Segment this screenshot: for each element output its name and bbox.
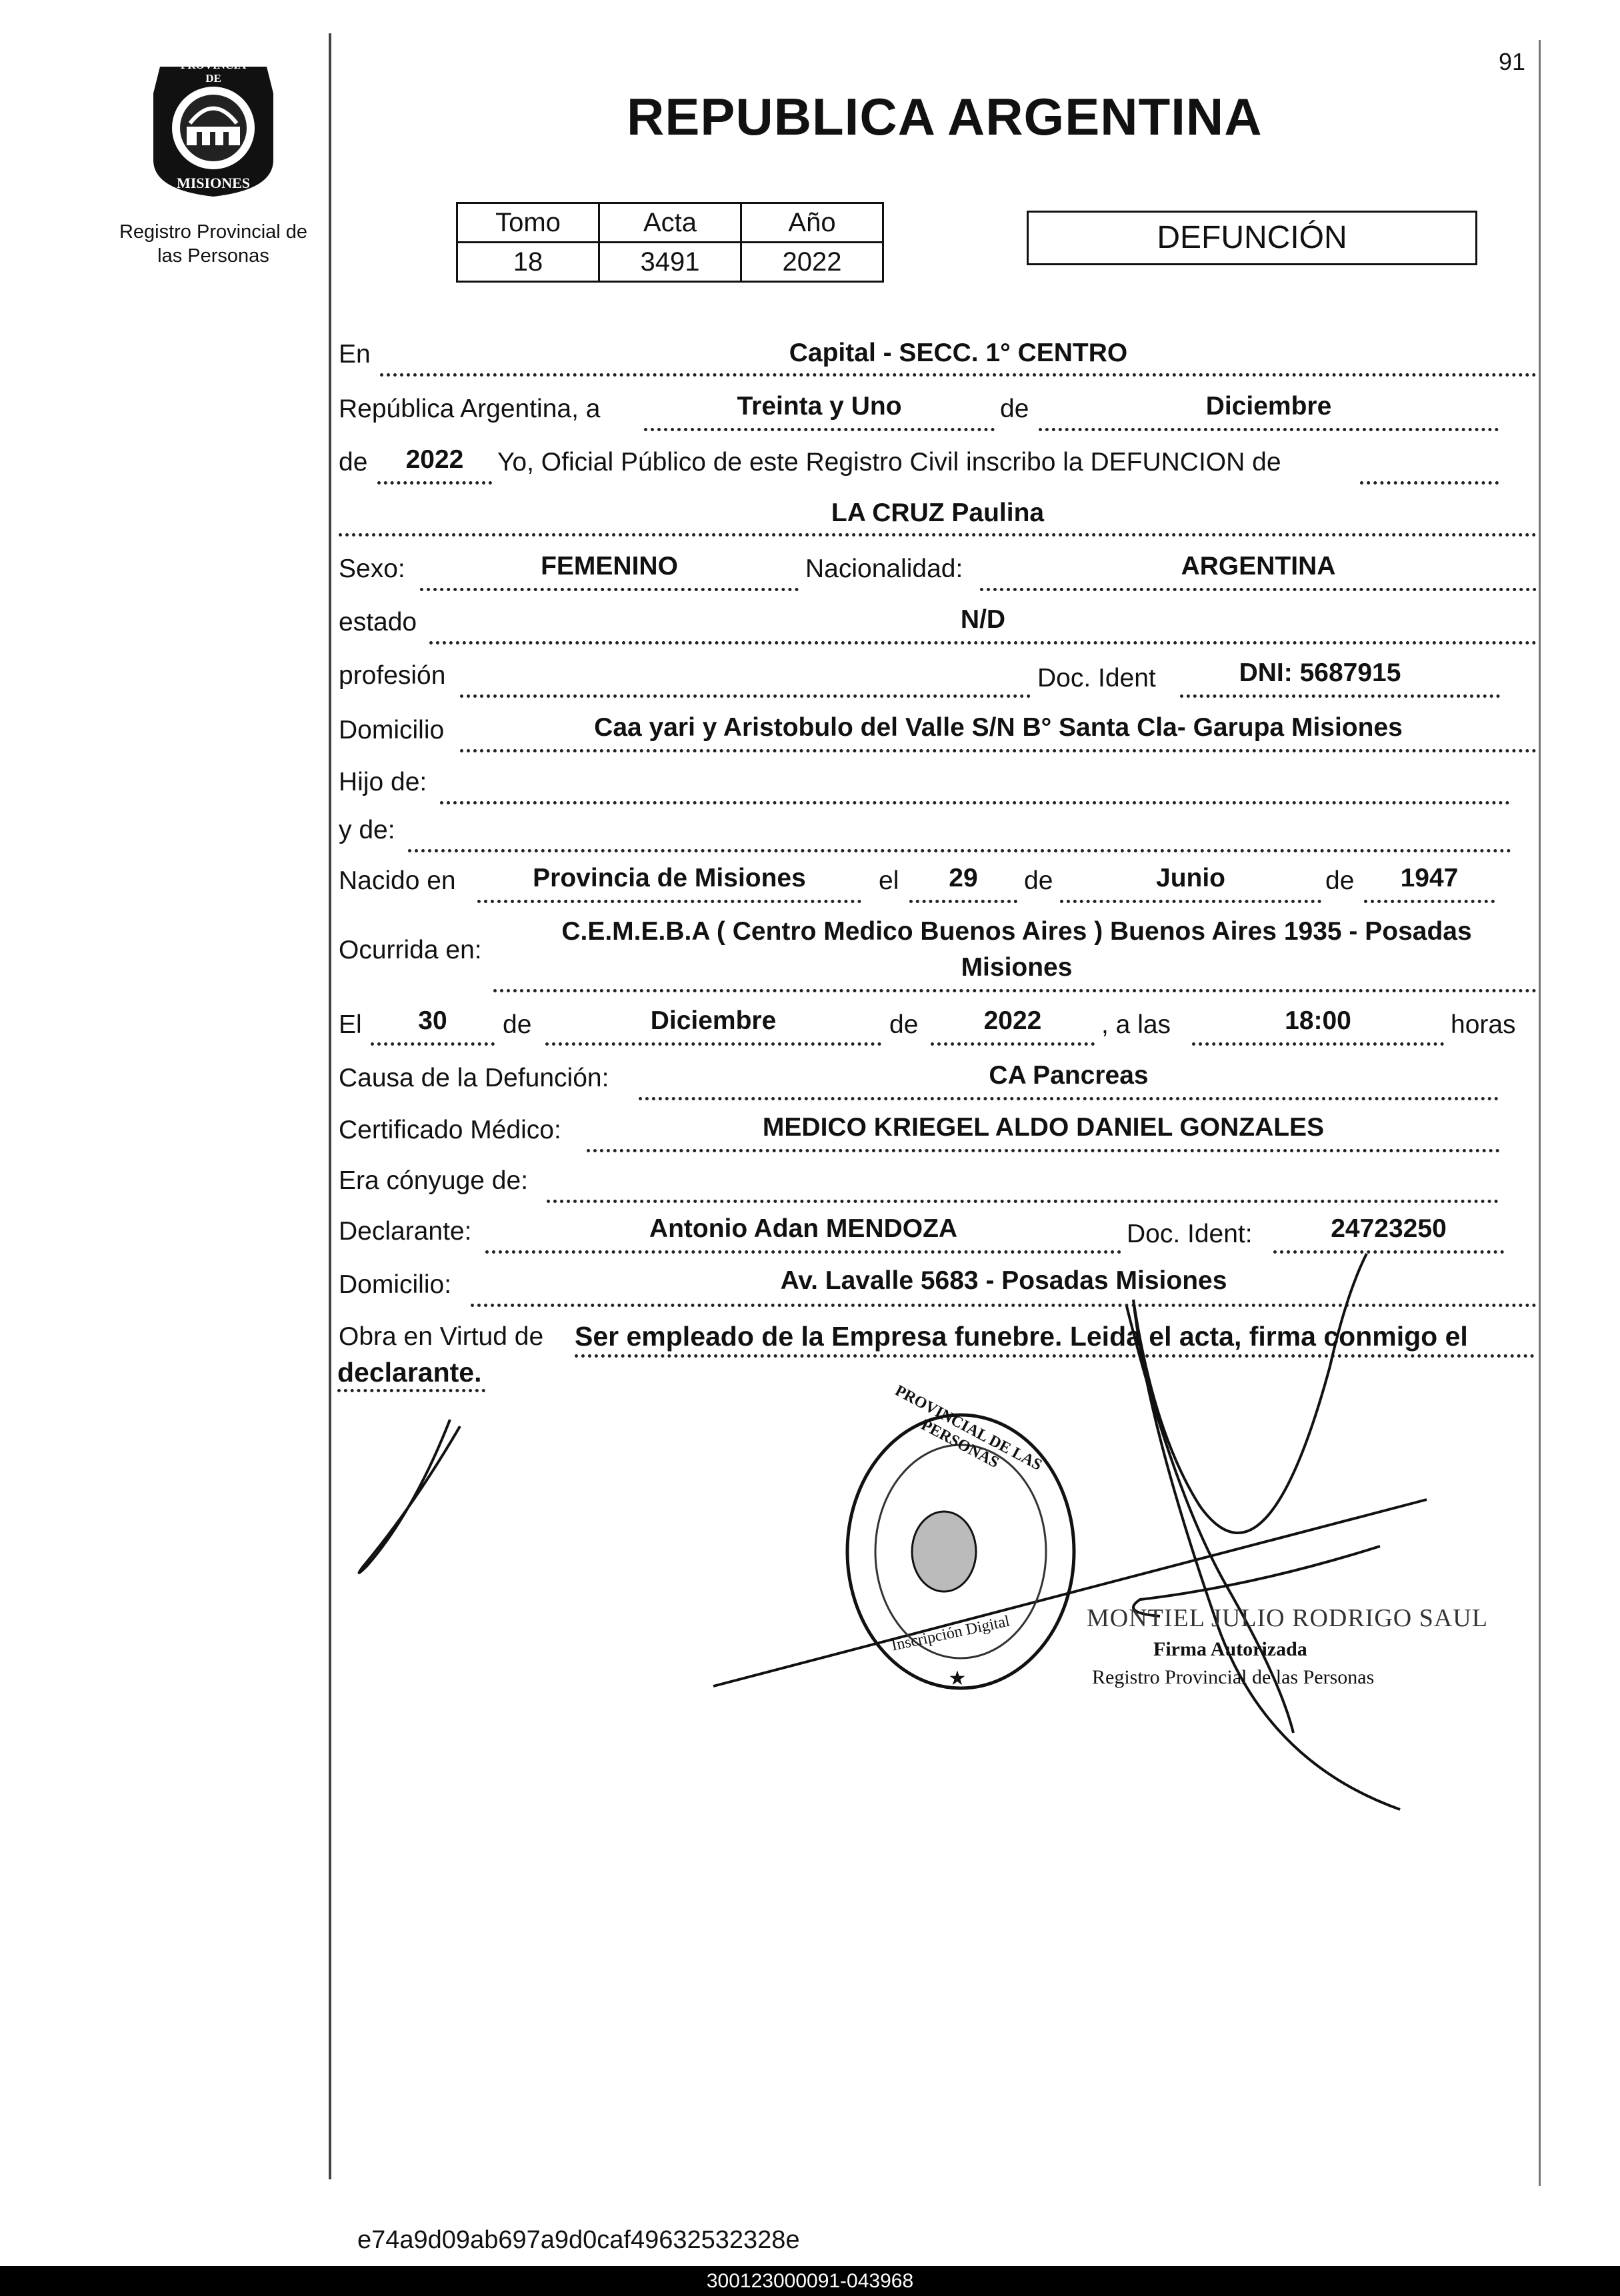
- value-dni: DNI: 5687915: [1239, 658, 1401, 687]
- dotted-line: [909, 900, 1017, 903]
- barcode-text: 300123000091-043968: [706, 2270, 914, 2292]
- value-nac-dia: 29: [949, 864, 978, 892]
- value-nac-anio: 1947: [1400, 864, 1459, 892]
- record-table-value-row: [457, 243, 883, 282]
- official-role: Firma Autorizada: [1153, 1638, 1307, 1660]
- value-def-anio: 2022: [983, 1006, 1042, 1035]
- label-doc-ident-declarante: Doc. Ident:: [1127, 1220, 1253, 1248]
- value-obra-line1: Ser empleado de la Empresa funebre. Leida el acta, firma conmigo el: [575, 1321, 1468, 1352]
- value-ocurrida-line2: Misiones: [961, 953, 1073, 982]
- registry-line-1: Registro Provincial de: [119, 221, 308, 243]
- seal-text-top: PROVINCIA DE: [180, 59, 247, 85]
- label-y-de: y de:: [339, 816, 395, 844]
- label-de: de: [1000, 395, 1029, 423]
- label-ocurrida-en: Ocurrida en:: [339, 936, 482, 964]
- value-declarante: Antonio Adan MENDOZA: [649, 1214, 958, 1243]
- barcode-bar: [0, 2266, 1620, 2296]
- value-causa: CA Pancreas: [989, 1061, 1149, 1090]
- label-domicilio-declarante: Domicilio:: [339, 1270, 452, 1299]
- value-nacido-en: Provincia de Misiones: [533, 864, 806, 892]
- label-hijo-de: Hijo de:: [339, 768, 427, 796]
- value-anio-inscripcion: 2022: [405, 445, 464, 474]
- dotted-line: [339, 533, 1537, 537]
- label-oficial: Yo, Oficial Público de este Registro Civil inscribo la DEFUNCION de: [497, 448, 1281, 477]
- svg-text:★: ★: [948, 1668, 967, 1690]
- dotted-line: [587, 1149, 1500, 1152]
- label-obra: Obra en Virtud de: [339, 1322, 544, 1351]
- record-table: [456, 202, 884, 283]
- label-en: En: [339, 340, 371, 369]
- value-lugar: Capital - SECC. 1° CENTRO: [789, 339, 1128, 367]
- dotted-line: [420, 588, 799, 591]
- label-declarante: Declarante:: [339, 1217, 472, 1246]
- dotted-line: [460, 694, 1031, 698]
- value-dia-inscripcion: Treinta y Uno: [737, 392, 902, 421]
- label-de-nac-mes: de: [1024, 866, 1053, 895]
- dotted-line: [639, 1097, 1499, 1100]
- seal-text-bottom: MISIONES: [176, 175, 251, 191]
- label-sexo: Sexo:: [339, 555, 405, 583]
- dotted-line: [1039, 428, 1499, 431]
- dotted-line: [408, 849, 1511, 852]
- value-sexo: FEMENINO: [541, 552, 678, 580]
- record-header-anio: Año: [741, 203, 883, 243]
- right-margin-rule: [1539, 40, 1541, 2186]
- stamp-inner-text: Inscripción Digital: [889, 1612, 1011, 1655]
- label-horas: horas: [1451, 1010, 1516, 1039]
- record-table-header-row: [457, 203, 883, 243]
- dotted-line: [440, 801, 1510, 804]
- value-obra-line2: declarante.: [337, 1357, 482, 1388]
- dotted-line: [1364, 900, 1495, 903]
- value-def-mes: Diciembre: [650, 1006, 777, 1035]
- registry-name: [100, 220, 327, 268]
- value-estado: N/D: [960, 605, 1006, 634]
- label-de-def-anio: de: [889, 1010, 919, 1039]
- document-hash: e74a9d09ab697a9d0caf49632532328e: [357, 2226, 800, 2254]
- label-doc-ident: Doc. Ident: [1037, 664, 1156, 692]
- record-type-box: [1027, 211, 1477, 265]
- dotted-line: [547, 1200, 1499, 1203]
- dotted-line: [380, 373, 1537, 377]
- value-mes-inscripcion: Diciembre: [1205, 392, 1332, 421]
- label-domicilio: Domicilio: [339, 716, 445, 744]
- record-value-acta: 3491: [599, 243, 741, 282]
- dotted-line: [545, 1042, 881, 1046]
- dotted-line: [1360, 481, 1499, 485]
- label-republica: República Argentina, a: [339, 395, 601, 423]
- dotted-line: [980, 588, 1537, 591]
- record-header-acta: Acta: [599, 203, 741, 243]
- page-number: 91: [1499, 48, 1526, 75]
- dotted-line: [931, 1042, 1095, 1046]
- label-estado: estado: [339, 608, 417, 636]
- record-header-tomo: Tomo: [457, 203, 599, 243]
- dotted-line: [429, 641, 1537, 644]
- value-nacionalidad: ARGENTINA: [1181, 552, 1336, 580]
- value-nac-mes: Junio: [1156, 864, 1225, 892]
- label-nacionalidad: Nacionalidad:: [805, 555, 963, 583]
- label-el: el: [879, 866, 899, 895]
- official-registry: Registro Provincial de las Personas: [1092, 1666, 1375, 1688]
- official-stamp: [837, 1382, 1084, 1698]
- dotted-line: [1180, 694, 1500, 698]
- label-causa: Causa de la Defunción:: [339, 1064, 609, 1092]
- page-title: REPUBLICA ARGENTINA: [627, 87, 1263, 146]
- value-nombre: LA CRUZ Paulina: [831, 499, 1045, 527]
- record-type: DEFUNCIÓN: [1157, 220, 1347, 255]
- official-name: MONTIEL JULIO RODRIGO SAUL: [1087, 1604, 1488, 1632]
- left-margin-rule: [329, 33, 331, 2179]
- label-de-nac-anio: de: [1325, 866, 1355, 895]
- label-profesion: profesión: [339, 661, 446, 690]
- registry-line-2: las Personas: [157, 245, 269, 267]
- label-el-def: El: [339, 1010, 362, 1039]
- value-def-hora: 18:00: [1285, 1006, 1351, 1035]
- label-a-las: , a las: [1101, 1010, 1171, 1039]
- dotted-line: [371, 1042, 495, 1046]
- dotted-line: [644, 428, 995, 431]
- label-conyuge: Era cónyuge de:: [339, 1166, 529, 1195]
- value-declarante-domicilio: Av. Lavalle 5683 - Posadas Misiones: [780, 1266, 1227, 1295]
- value-domicilio: Caa yari y Aristobulo del Valle S/N B° Santa Cla- Garupa Misiones: [594, 713, 1403, 742]
- value-ocurrida-line1: C.E.M.E.B.A ( Centro Medico Buenos Aires ) Buenos Aires 1935 - Posadas: [561, 917, 1472, 946]
- value-certificado: MEDICO KRIEGEL ALDO DANIEL GONZALES: [762, 1113, 1325, 1142]
- dotted-line: [460, 749, 1537, 752]
- label-nacido-en: Nacido en: [339, 866, 456, 895]
- stamp-ring-text: PROVINCIAL DE LAS PERSONAS: [892, 1382, 1045, 1474]
- label-certificado: Certificado Médico:: [339, 1116, 561, 1144]
- value-declarante-doc: 24723250: [1331, 1214, 1447, 1243]
- label-de-def-mes: de: [503, 1010, 532, 1039]
- record-value-tomo: 18: [457, 243, 599, 282]
- record-value-anio: 2022: [741, 243, 883, 282]
- dotted-line: [1192, 1042, 1444, 1046]
- label-de-year: de: [339, 448, 368, 477]
- dotted-line: [493, 989, 1537, 992]
- value-def-dia: 30: [418, 1006, 447, 1035]
- dotted-line: [1060, 900, 1321, 903]
- provincial-seal: [140, 53, 287, 203]
- dotted-line: [377, 481, 492, 485]
- dotted-line: [477, 900, 861, 903]
